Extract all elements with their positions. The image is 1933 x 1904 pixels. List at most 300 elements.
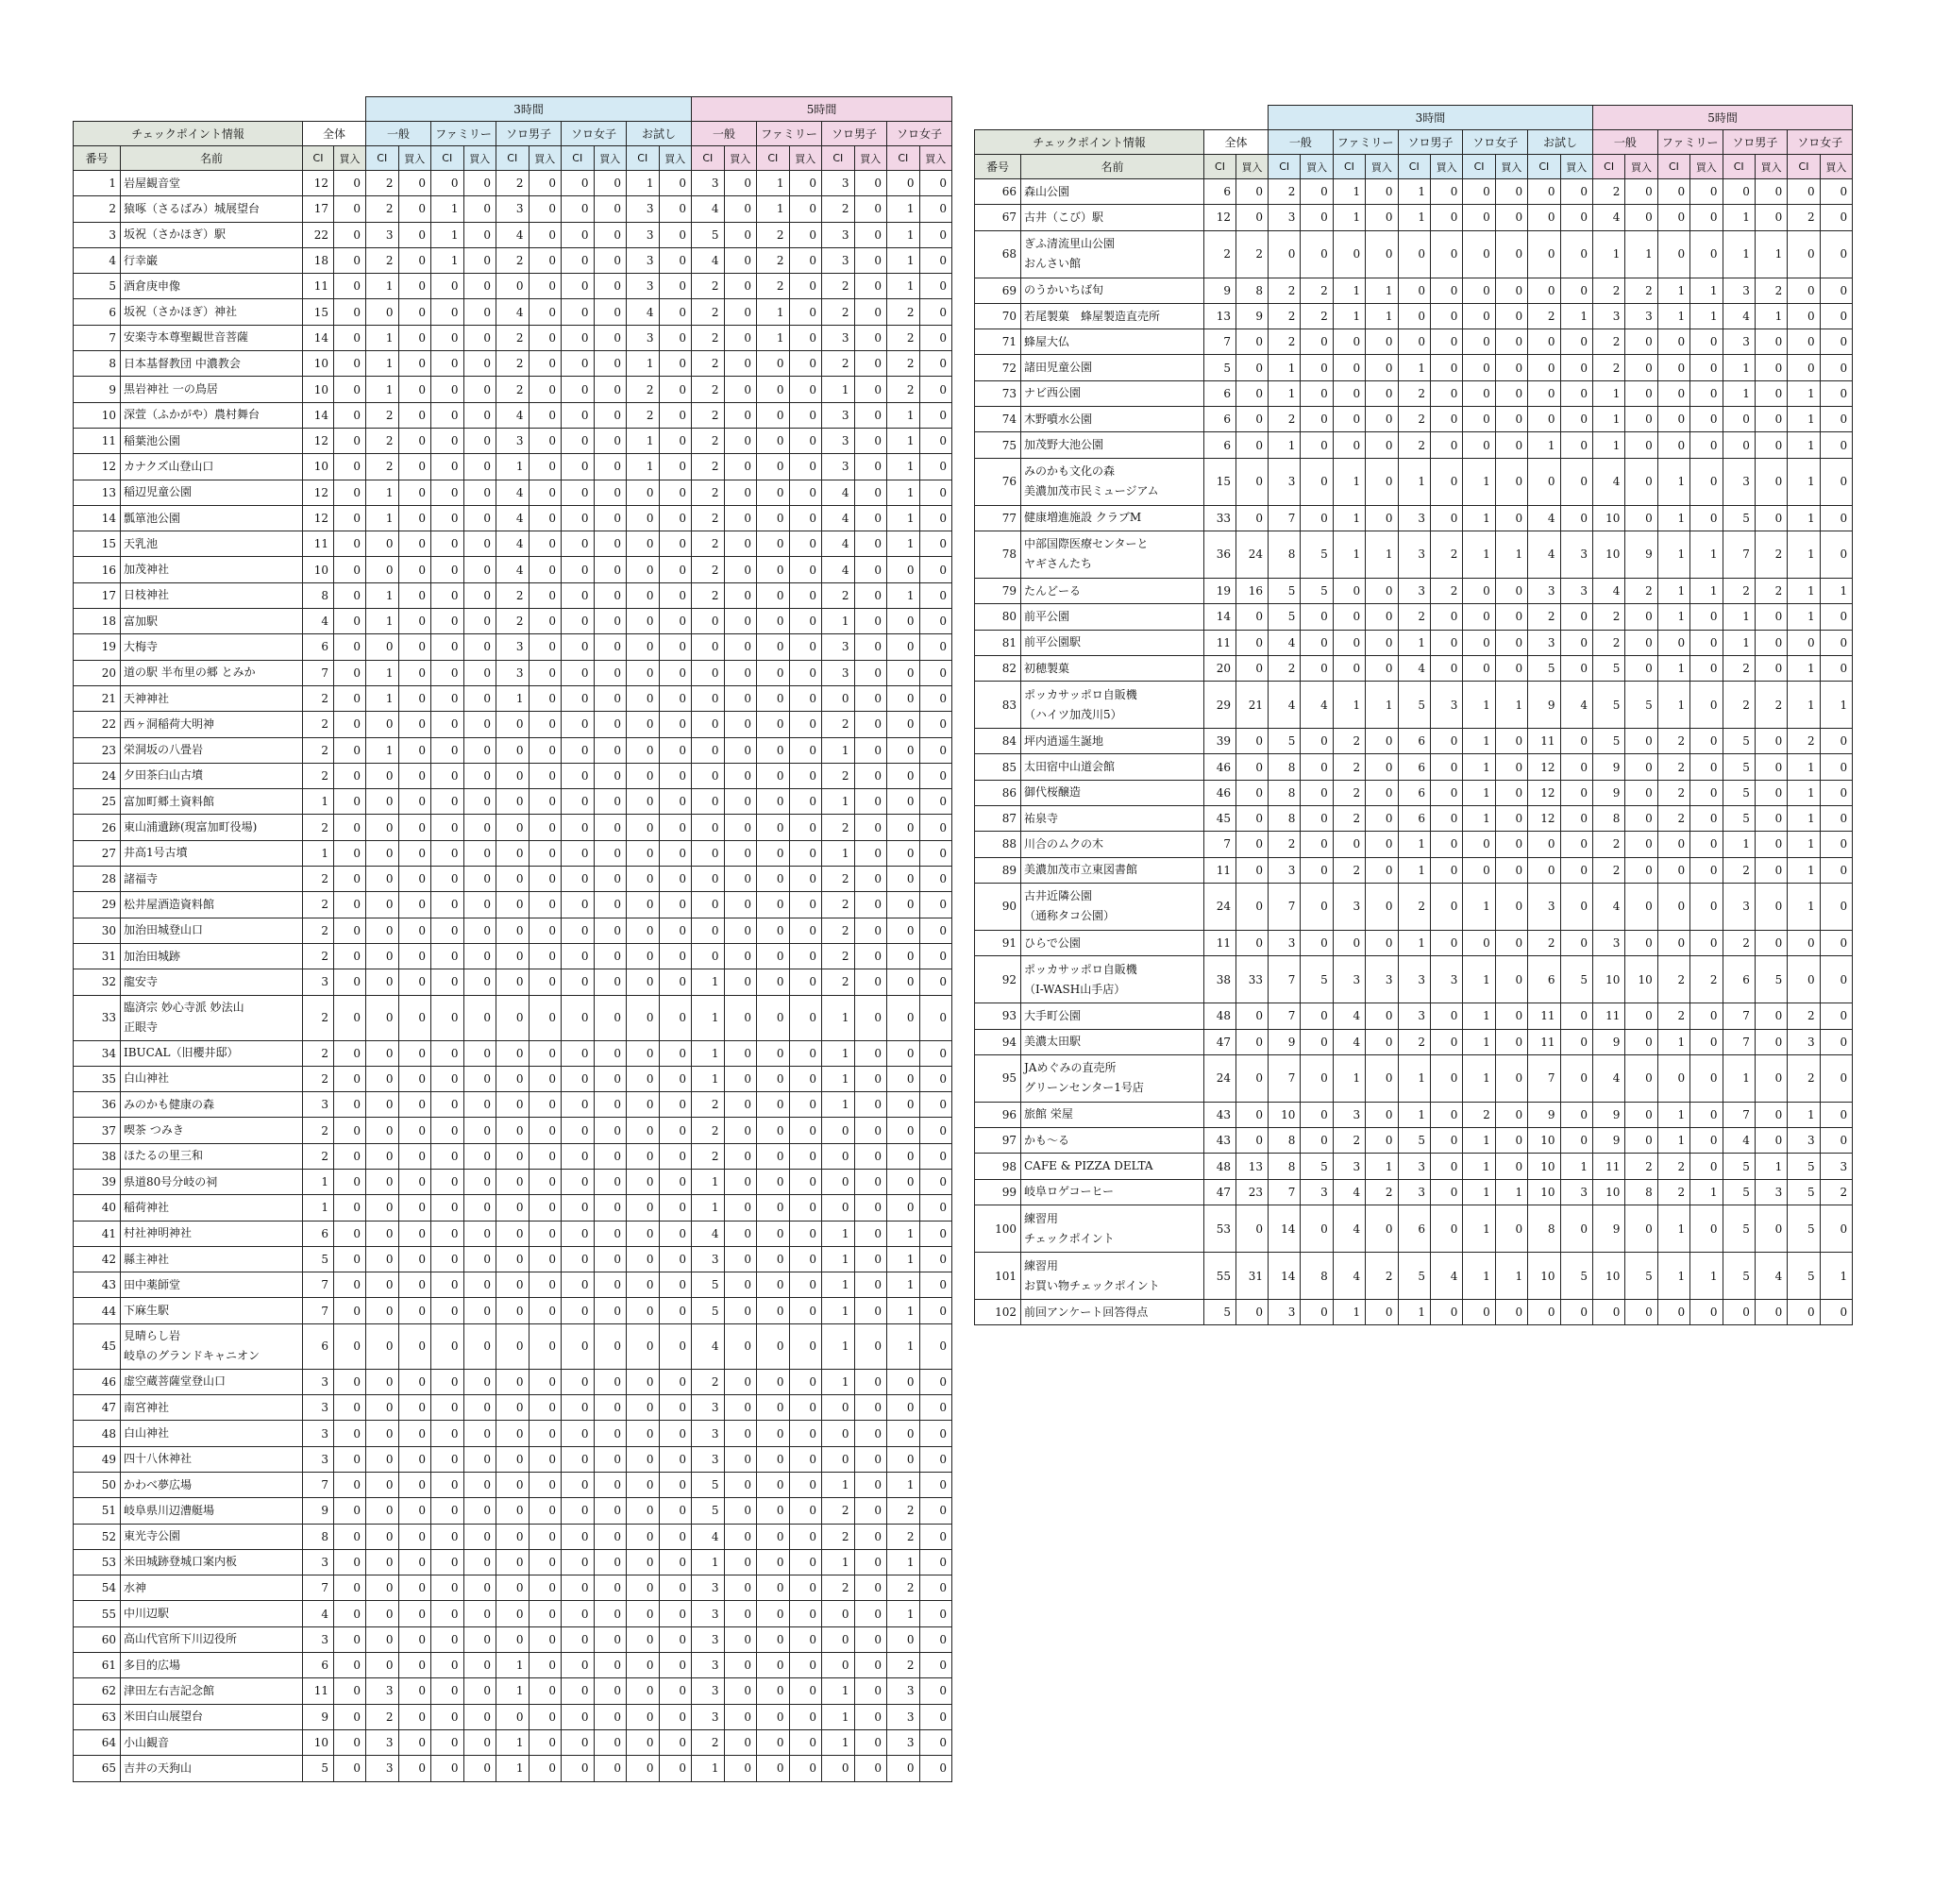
purchase-value: 0 [1495, 1300, 1527, 1325]
table-row [975, 1102, 1853, 1127]
purchase-value: 0 [334, 480, 366, 505]
ci-value: 1 [887, 1246, 920, 1272]
row-name-line: 津田左右吉記念館 [124, 1683, 215, 1697]
purchase-value: 0 [1301, 780, 1333, 805]
purchase-value: 0 [463, 815, 496, 840]
purchase-value: 0 [1560, 179, 1592, 205]
ci-value: 1 [1657, 1205, 1689, 1253]
ci-value: 0 [822, 1118, 855, 1143]
row-name-line: JAめぐみの直売所 [1024, 1061, 1117, 1075]
purchase-value: 1 [1820, 578, 1852, 603]
ci-value: 6 [1398, 1205, 1430, 1253]
ci-value: 0 [627, 531, 660, 557]
purchase-value: 33 [1236, 956, 1269, 1003]
purchase-value: 0 [724, 247, 757, 273]
purchase-value: 2 [1755, 578, 1787, 603]
table-row [975, 1128, 1853, 1154]
purchase-value: 0 [398, 1678, 431, 1704]
ci-value: 0 [1657, 205, 1689, 230]
row-name [121, 1272, 303, 1298]
purchase-value: 0 [463, 892, 496, 918]
ci-value: 0 [757, 815, 790, 840]
ci-value: 1 [1788, 682, 1820, 729]
purchase-value: 0 [1301, 458, 1333, 505]
ci-value: 10 [1592, 1179, 1624, 1205]
ci-value: 46 [1204, 754, 1236, 780]
ci-value: 3 [822, 402, 855, 428]
ci-value: 2 [1592, 604, 1624, 630]
ci-value: 0 [757, 1040, 790, 1066]
row-name [1021, 179, 1204, 205]
table-row [74, 377, 952, 402]
row-number: 85 [975, 754, 1021, 780]
table-row [74, 454, 952, 480]
purchase-value: 0 [854, 1066, 887, 1091]
ci-value: 3 [692, 171, 725, 196]
row-name-line: 下麻生駅 [124, 1304, 170, 1318]
purchase-value: 0 [1820, 857, 1852, 883]
ci-value: 2 [1788, 1054, 1820, 1102]
ci-value: 1 [1463, 1205, 1495, 1253]
ci-value: 0 [496, 1066, 529, 1091]
table-row [74, 1298, 952, 1323]
table-row [74, 1549, 952, 1575]
row-name-line: 日本基督教団 中濃教会 [124, 356, 241, 370]
purchase-value: 0 [1495, 956, 1527, 1003]
table-row [74, 1575, 952, 1601]
header-category-general: 一般 [1592, 130, 1657, 155]
row-name-line: かも～る [1024, 1133, 1070, 1147]
purchase-value: 0 [1820, 278, 1852, 303]
ci-value: 0 [757, 1421, 790, 1446]
row-number: 2 [74, 196, 121, 222]
row-name [121, 557, 303, 582]
ci-value: 39 [1204, 729, 1236, 754]
table-row [74, 582, 952, 608]
ci-value: 0 [887, 1143, 920, 1169]
purchase-value: 0 [1430, 1154, 1462, 1179]
ci-value: 0 [431, 995, 464, 1040]
purchase-value: 0 [463, 480, 496, 505]
row-number: 47 [74, 1395, 121, 1421]
purchase-value: 0 [463, 196, 496, 222]
ci-value: 0 [496, 1040, 529, 1066]
purchase-value: 0 [724, 634, 757, 660]
purchase-value: 0 [1430, 1054, 1462, 1102]
row-name [121, 377, 303, 402]
purchase-value: 0 [334, 1575, 366, 1601]
purchase-value: 0 [1820, 1029, 1852, 1054]
ci-value: 0 [431, 1575, 464, 1601]
ci-value: 1 [366, 325, 399, 350]
ci-value: 0 [627, 1066, 660, 1091]
row-name-line: 稲葉池公園 [124, 433, 181, 447]
ci-value: 0 [627, 840, 660, 866]
ci-value: 0 [366, 1395, 399, 1421]
purchase-value: 0 [789, 995, 822, 1040]
header-ci: CI [1398, 155, 1430, 179]
ci-value: 36 [1204, 531, 1236, 578]
row-number: 1 [74, 171, 121, 196]
purchase-value: 0 [854, 685, 887, 711]
row-name [1021, 1300, 1204, 1325]
purchase-value: 0 [529, 995, 562, 1040]
row-name [121, 247, 303, 273]
purchase-value: 0 [334, 1446, 366, 1472]
row-name [121, 1246, 303, 1272]
ci-value: 4 [692, 1524, 725, 1549]
ci-value: 1 [1723, 380, 1755, 406]
ci-value: 0 [822, 1601, 855, 1626]
purchase-value: 0 [724, 1575, 757, 1601]
purchase-value: 0 [334, 171, 366, 196]
purchase-value: 0 [724, 737, 757, 763]
ci-value: 1 [1723, 230, 1755, 278]
ci-value: 0 [1788, 930, 1820, 955]
ci-value: 0 [627, 1421, 660, 1446]
ci-value: 0 [496, 1272, 529, 1298]
ci-value: 1 [822, 1704, 855, 1729]
row-name [1021, 432, 1204, 458]
row-name [1021, 205, 1204, 230]
table-row [975, 754, 1853, 780]
purchase-value: 2 [1755, 278, 1787, 303]
purchase-value: 0 [789, 1421, 822, 1446]
ci-value: 1 [496, 1653, 529, 1678]
row-name-line: 旅館 栄屋 [1024, 1107, 1073, 1121]
ci-value: 0 [431, 1272, 464, 1298]
ci-value: 2 [692, 325, 725, 350]
ci-value: 0 [562, 1195, 595, 1221]
ci-value: 1 [822, 377, 855, 402]
row-name-line: 岩屋観音堂 [124, 176, 181, 190]
row-number: 66 [975, 179, 1021, 205]
purchase-value: 0 [529, 918, 562, 943]
ci-value: 2 [822, 892, 855, 918]
purchase-value: 0 [463, 1498, 496, 1524]
ci-value: 4 [1398, 655, 1430, 681]
purchase-value: 0 [529, 1143, 562, 1169]
ci-value: 0 [1723, 407, 1755, 432]
purchase-value: 0 [724, 1601, 757, 1626]
ci-value: 2 [303, 815, 334, 840]
purchase-value: 0 [1301, 505, 1333, 531]
purchase-value: 0 [529, 428, 562, 453]
ci-value: 8 [303, 1524, 334, 1549]
table-row [74, 299, 952, 325]
purchase-value: 0 [789, 712, 822, 737]
ci-value: 1 [1657, 505, 1689, 531]
purchase-value: 0 [724, 1221, 757, 1246]
row-name [121, 609, 303, 634]
row-number: 3 [74, 222, 121, 247]
row-name [1021, 806, 1204, 832]
purchase-value: 0 [398, 969, 431, 995]
purchase-value: 0 [1820, 806, 1852, 832]
purchase-value: 0 [463, 377, 496, 402]
purchase-value: 3 [1430, 956, 1462, 1003]
ci-value: 0 [1398, 278, 1430, 303]
purchase-value: 0 [1690, 505, 1723, 531]
purchase-value: 0 [594, 505, 627, 531]
purchase-value: 1 [1755, 303, 1787, 329]
ci-value: 3 [1398, 505, 1430, 531]
ci-value: 0 [1528, 355, 1560, 380]
ci-value: 7 [1723, 1029, 1755, 1054]
ci-value: 0 [496, 1549, 529, 1575]
row-name-line: 加茂神社 [124, 563, 170, 577]
ci-value: 1 [627, 454, 660, 480]
ci-value: 5 [1788, 1154, 1820, 1179]
ci-value: 1 [1333, 278, 1365, 303]
purchase-value: 0 [1755, 832, 1787, 857]
row-number: 71 [975, 329, 1021, 355]
purchase-value: 0 [334, 1246, 366, 1272]
purchase-value: 0 [594, 582, 627, 608]
purchase-value: 0 [1495, 832, 1527, 857]
row-number: 14 [74, 505, 121, 531]
row-name-line: 西ヶ洞稲荷大明神 [124, 716, 215, 731]
purchase-value: 0 [854, 1678, 887, 1704]
purchase-value: 0 [1495, 1054, 1527, 1102]
ci-value: 2 [692, 1143, 725, 1169]
ci-value: 0 [562, 840, 595, 866]
row-name-line: 大梅寺 [124, 639, 159, 653]
ci-value: 5 [303, 1246, 334, 1272]
ci-value: 0 [366, 892, 399, 918]
ci-value: 11 [1204, 930, 1236, 955]
header-number: 番号 [975, 155, 1021, 179]
purchase-value: 0 [529, 1575, 562, 1601]
purchase-value: 0 [334, 1626, 366, 1652]
row-name-line: ヤギさんたち [1024, 557, 1093, 571]
purchase-value: 0 [854, 1729, 887, 1755]
row-name-line: ポッカサッポロ自販機 [1024, 962, 1137, 976]
ci-value: 1 [1463, 1054, 1495, 1102]
purchase-value: 0 [789, 1246, 822, 1272]
ci-value: 0 [1723, 432, 1755, 458]
purchase-value: 0 [919, 815, 952, 840]
purchase-value: 0 [398, 247, 431, 273]
purchase-value: 0 [1430, 329, 1462, 355]
purchase-value: 0 [724, 274, 757, 299]
purchase-value: 0 [659, 1498, 692, 1524]
header-ci: CI [1269, 155, 1301, 179]
purchase-value: 0 [659, 454, 692, 480]
ci-value: 2 [1333, 1128, 1365, 1154]
row-name [1021, 832, 1204, 857]
row-name-line: 南宮神社 [124, 1400, 170, 1414]
ci-value: 0 [627, 789, 660, 815]
purchase-value: 0 [594, 247, 627, 273]
ci-value: 0 [1528, 458, 1560, 505]
ci-value: 2 [303, 737, 334, 763]
purchase-value: 0 [1495, 1205, 1527, 1253]
purchase-value: 0 [724, 480, 757, 505]
row-number: 38 [74, 1143, 121, 1169]
purchase-value: 0 [463, 1446, 496, 1472]
ci-value: 3 [887, 1704, 920, 1729]
table-row [74, 531, 952, 557]
purchase-value: 0 [334, 969, 366, 995]
purchase-value: 0 [1495, 857, 1527, 883]
ci-value: 0 [431, 892, 464, 918]
purchase-value: 0 [334, 789, 366, 815]
purchase-value: 0 [724, 815, 757, 840]
ci-value: 2 [822, 299, 855, 325]
ci-value: 0 [562, 1626, 595, 1652]
ci-value: 0 [562, 943, 595, 969]
purchase-value: 0 [334, 247, 366, 273]
ci-value: 1 [887, 531, 920, 557]
purchase-value: 0 [789, 892, 822, 918]
ci-value: 0 [887, 1626, 920, 1652]
row-name [121, 1626, 303, 1652]
purchase-value: 0 [1301, 1029, 1333, 1054]
purchase-value: 8 [1236, 278, 1269, 303]
ci-value: 1 [1657, 1029, 1689, 1054]
ci-value: 2 [1592, 857, 1624, 883]
purchase-value: 0 [854, 918, 887, 943]
purchase-value: 0 [463, 1221, 496, 1246]
ci-value: 3 [822, 454, 855, 480]
row-number: 42 [74, 1246, 121, 1272]
ci-value: 3 [1333, 956, 1365, 1003]
purchase-value: 0 [854, 531, 887, 557]
ci-value: 0 [431, 1298, 464, 1323]
purchase-value: 0 [919, 867, 952, 892]
ci-value: 0 [366, 840, 399, 866]
table-row [975, 956, 1853, 1003]
purchase-value: 0 [463, 1298, 496, 1323]
ci-value: 0 [366, 531, 399, 557]
ci-value: 0 [431, 1653, 464, 1678]
ci-value: 0 [562, 299, 595, 325]
ci-value: 0 [562, 1143, 595, 1169]
row-number: 33 [74, 995, 121, 1040]
ci-value: 3 [887, 1678, 920, 1704]
ci-value: 0 [431, 763, 464, 788]
row-number: 35 [74, 1066, 121, 1091]
ci-value: 0 [562, 1040, 595, 1066]
purchase-value: 0 [724, 196, 757, 222]
row-name-line: 森山公園 [1024, 184, 1070, 198]
ci-value: 0 [887, 969, 920, 995]
ci-value: 0 [366, 712, 399, 737]
purchase-value: 0 [529, 609, 562, 634]
ci-value: 1 [496, 1678, 529, 1704]
ci-value: 2 [303, 1118, 334, 1143]
row-number: 72 [975, 355, 1021, 380]
ci-value: 0 [1528, 329, 1560, 355]
purchase-value: 0 [463, 1169, 496, 1194]
ci-value: 1 [1657, 1128, 1689, 1154]
header-ci: CI [431, 146, 464, 171]
ci-value: 0 [1398, 329, 1430, 355]
ci-value: 0 [757, 505, 790, 531]
ci-value: 3 [1528, 578, 1560, 603]
ci-value: 0 [496, 1221, 529, 1246]
ci-value: 0 [1463, 179, 1495, 205]
ci-value: 8 [1528, 1205, 1560, 1253]
purchase-value: 0 [1820, 1003, 1852, 1029]
table-row [975, 230, 1853, 278]
ci-value: 0 [1657, 407, 1689, 432]
ci-value: 0 [1333, 380, 1365, 406]
purchase-value: 0 [1301, 179, 1333, 205]
purchase-value: 0 [659, 582, 692, 608]
row-name-line: 夕田茶臼山古墳 [124, 768, 204, 783]
ci-value: 10 [1528, 1154, 1560, 1179]
ci-value: 0 [1463, 355, 1495, 380]
ci-value: 2 [1657, 1179, 1689, 1205]
row-name-line: 美濃加茂市民ミュージアム [1024, 484, 1159, 498]
ci-value: 7 [1528, 1054, 1560, 1102]
purchase-value: 0 [1625, 806, 1657, 832]
ci-value: 0 [757, 634, 790, 660]
purchase-value: 0 [1820, 930, 1852, 955]
row-name-line: 喫茶 つみき [124, 1123, 184, 1137]
ci-value: 0 [627, 1601, 660, 1626]
purchase-value: 0 [529, 1472, 562, 1497]
purchase-value: 0 [724, 1272, 757, 1298]
ci-value: 4 [1723, 1128, 1755, 1154]
purchase-value: 0 [529, 1678, 562, 1704]
row-name-line: 加茂野大池公園 [1024, 438, 1104, 452]
ci-value: 0 [431, 1221, 464, 1246]
row-name [121, 712, 303, 737]
purchase-value: 0 [1236, 458, 1269, 505]
purchase-value: 0 [919, 737, 952, 763]
purchase-value: 0 [724, 1678, 757, 1704]
row-name-line: 県道80号分岐の祠 [124, 1174, 218, 1188]
ci-value: 0 [627, 1298, 660, 1323]
ci-value: 0 [887, 1066, 920, 1091]
purchase-value: 0 [789, 1601, 822, 1626]
purchase-value: 0 [919, 1066, 952, 1091]
purchase-value: 0 [529, 557, 562, 582]
ci-value: 1 [1788, 531, 1820, 578]
purchase-value: 0 [529, 1298, 562, 1323]
ci-value: 0 [562, 1246, 595, 1272]
row-name-line: 黒岩神社 一の鳥居 [124, 382, 218, 396]
table-row [975, 655, 1853, 681]
ci-value: 12 [1204, 205, 1236, 230]
purchase-value: 0 [529, 1323, 562, 1369]
ci-value: 0 [431, 299, 464, 325]
table-row [975, 303, 1853, 329]
purchase-value: 0 [854, 1498, 887, 1524]
purchase-value: 0 [724, 1626, 757, 1652]
purchase-value: 0 [1430, 278, 1462, 303]
purchase-value: 0 [1690, 1300, 1723, 1325]
row-number: 91 [975, 930, 1021, 955]
ci-value: 0 [1528, 1300, 1560, 1325]
ci-value: 0 [562, 918, 595, 943]
purchase-value: 0 [789, 196, 822, 222]
ci-value: 3 [1333, 1102, 1365, 1127]
row-number: 93 [975, 1003, 1021, 1029]
ci-value: 0 [627, 1653, 660, 1678]
ci-value: 0 [431, 1549, 464, 1575]
purchase-value: 0 [594, 196, 627, 222]
ci-value: 0 [1463, 230, 1495, 278]
ci-value: 0 [562, 789, 595, 815]
purchase-value: 0 [463, 1092, 496, 1118]
ci-value: 2 [1269, 179, 1301, 205]
purchase-value: 0 [1755, 1205, 1787, 1253]
purchase-value: 0 [1625, 857, 1657, 883]
